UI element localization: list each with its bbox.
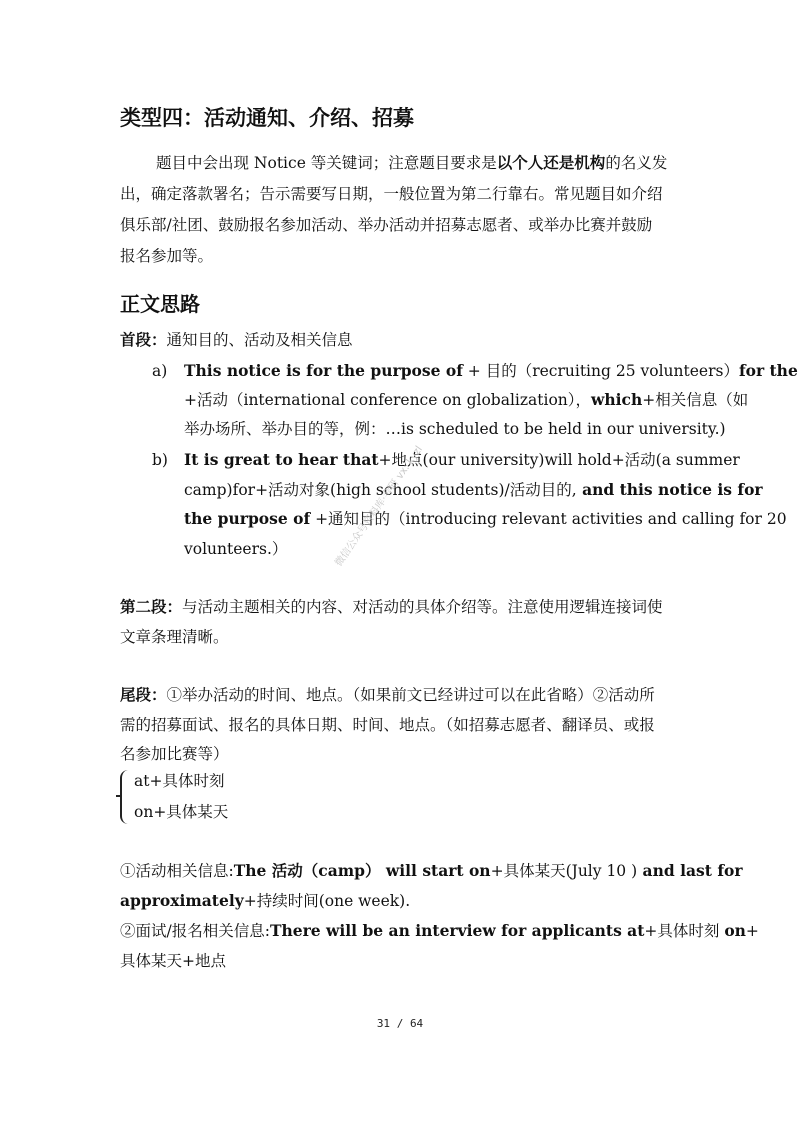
item-b-bold: and this notice is for (576, 480, 763, 499)
second-para-line-2: 文章条理清晰。 (120, 628, 229, 646)
last-para-line-1 (120, 684, 655, 706)
item-a-line-3: 举办场所、举办目的等，例：…is scheduled to be held in our university.) (184, 420, 726, 438)
note-2-bold: There will be an interview for applicants at (269, 921, 645, 940)
note-1-line-1 (120, 860, 743, 882)
note-1-text: +持续时间(one week). (243, 892, 411, 910)
note-2-line-1 (120, 920, 759, 942)
first-para-heading (120, 329, 353, 351)
item-a-bold: for the (738, 361, 798, 380)
last-para-text: ①举办活动的时间、地点。（如果前文已经讲过可以在此省略）②活动所 (166, 686, 655, 704)
last-para-label: 尾段： (120, 686, 167, 704)
second-para-text: 与活动主题相关的内容、对活动的具体介绍等。注意使用逻辑连接词使 (182, 598, 663, 616)
item-b-line-2 (184, 479, 763, 501)
first-para-label: 首段： (120, 331, 167, 349)
note-1-line-2 (120, 890, 410, 912)
last-para-line-2: 需的招募面试、报名的具体日期、时间、地点。（如招募志愿者、翻译员、或报 (120, 716, 655, 734)
current-page: 31 (376, 1017, 391, 1030)
note-2-line-2: 具体某天+地点 (120, 952, 226, 970)
item-b-line-1 (184, 449, 740, 471)
item-a-bold: This notice is for the purpose of (184, 361, 463, 380)
last-para-line-3: 名参加比赛等） (120, 745, 229, 763)
item-b-text: camp)for+活动对象(high school students)/活动目的, (184, 481, 577, 499)
page-number (0, 1017, 800, 1030)
second-para-line-1 (120, 596, 663, 618)
note-1-bold: The 活动（camp） will start on (233, 861, 491, 880)
total-pages: 64 (409, 1017, 424, 1030)
item-b-bold: the purpose of (184, 509, 311, 528)
item-a-bold: which (591, 390, 643, 409)
intro-text: 的名义发 (605, 154, 668, 172)
brace-option-2: on+具体某天 (134, 803, 229, 821)
item-a-text: +活动（international conference on globalization）， (184, 391, 592, 409)
item-b-line-4: volunteers.） (184, 540, 288, 558)
note-1-bold: and last for (637, 861, 743, 880)
item-b-line-3 (184, 508, 787, 530)
item-a-line-2 (184, 389, 748, 411)
watermark-text: 微信公众号资料库·考研 vx: kyzl (333, 444, 425, 569)
item-b-bold: It is great to hear that (184, 450, 379, 469)
note-1-text: +具体某天(July 10 ) (490, 862, 638, 880)
note-2-text: +具体时刻 (644, 922, 725, 940)
item-b-text: +地点(our university)will hold+活动(a summer (378, 451, 740, 469)
intro-text: 题目中会出现 Notice 等关键词；注意题目要求是 (156, 154, 497, 172)
item-a-line-1 (184, 360, 798, 382)
item-a-text: + 目的（recruiting 25 volunteers） (462, 362, 739, 380)
item-a-text: +相关信息（如 (642, 391, 749, 409)
page-heading: 类型四：活动通知、介绍、招募 (120, 106, 414, 130)
item-b-marker: b) (152, 451, 168, 469)
note-1-text: ①活动相关信息: (120, 862, 234, 880)
intro-emphasis: 以个人还是机构 (496, 153, 606, 172)
second-para-label: 第二段： (120, 598, 183, 616)
item-a-marker: a) (152, 362, 168, 380)
note-1-bold: approximately (120, 891, 244, 910)
item-b-text: +通知目的（introducing relevant activities and calling for 20 (310, 510, 787, 528)
first-para-text: 通知目的、活动及相关信息 (166, 331, 353, 349)
note-2-text: ②面试/报名相关信息: (120, 922, 270, 940)
curly-brace-icon (120, 770, 130, 824)
section-title: 正文思路 (120, 292, 200, 316)
intro-line-2: 出，确定落款署名；告示需要写日期，一般位置为第二行靠右。常见题目如介绍 (120, 185, 663, 203)
intro-line-4: 报名参加等。 (120, 247, 214, 265)
brace-option-1: at+具体时刻 (134, 772, 225, 790)
intro-line-1 (156, 152, 667, 174)
page-separator: / (396, 1017, 404, 1030)
note-2-text: + (745, 922, 759, 940)
note-2-bold: on (724, 921, 746, 940)
intro-line-3: 俱乐部/社团、鼓励报名参加活动、举办活动并招募志愿者、或举办比赛并鼓励 (120, 216, 653, 234)
